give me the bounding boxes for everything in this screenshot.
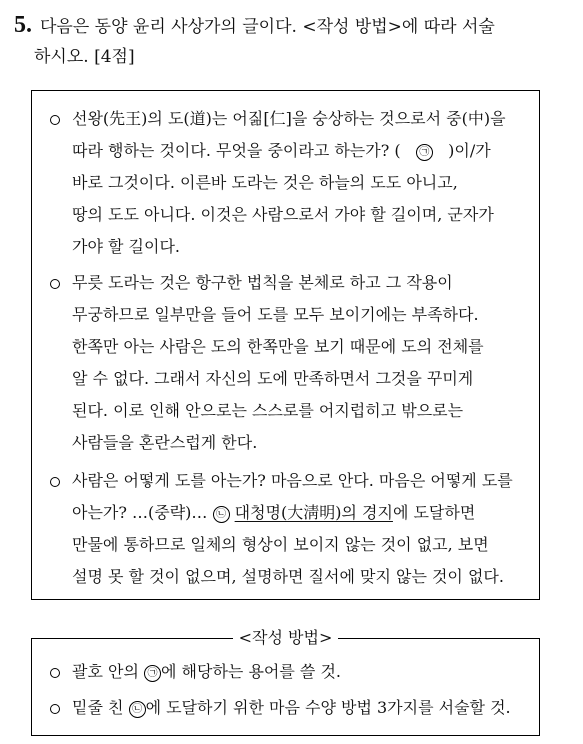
question-line-1 [14, 10, 574, 42]
line-text: 밑줄 친 [72, 698, 124, 717]
line-text: 만물에 통하므로 일체의 형상이 보이지 않는 것이 없고, 보면 [72, 535, 489, 554]
line-text: 괄호 안의 [72, 662, 139, 681]
marker-a-icon: ㉠ [144, 665, 161, 682]
passage-line [50, 395, 550, 427]
passage-line [50, 529, 550, 561]
passage-line [50, 103, 550, 135]
line-text: 땅의 도도 아니다. 이것은 사람으로서 가야 할 길이며, 군자가 [72, 205, 494, 224]
line-text: 선왕(先王)의 도(道)는 어짊[仁]을 숭상하는 것으로서 중(中)을 [72, 109, 506, 128]
line-text: 사람은 어떻게 도를 아는가? 마음으로 안다. 마음은 어떻게 도를 [72, 471, 513, 490]
line-text: 바로 그것이다. 이른바 도라는 것은 하늘의 도도 아니고, [72, 173, 458, 192]
bullet-circle-icon [50, 115, 60, 125]
line-text: 아는가? …(중략)… [72, 503, 208, 522]
passage-box [31, 90, 540, 600]
passage-line [50, 199, 550, 231]
passage-item-2 [50, 267, 550, 459]
method-title-wrap [32, 627, 539, 649]
passage-line [50, 465, 550, 497]
line-text: 따라 행하는 것이다. 무엇을 중이라고 하는가? ( [72, 141, 401, 160]
line-text: 사람들을 혼란스럽게 한다. [72, 433, 258, 452]
question-number: 5. [14, 12, 32, 38]
underlined-phrase: 대청명(大淸明)의 경지 [234, 503, 393, 522]
method-item-2 [50, 693, 552, 723]
question-prompt: 다음은 동양 윤리 사상가의 글이다. <작성 방법>에 따라 서술 [40, 17, 495, 37]
line-text: 한쪽만 아는 사람은 도의 한쪽만을 보기 때문에 도의 전체를 [72, 337, 484, 356]
bullet-circle-icon [50, 477, 60, 487]
bullet-circle-icon [50, 668, 60, 678]
line-text: 에 도달하면 [392, 503, 476, 522]
marker-a-icon: ㉠ [416, 144, 433, 161]
passage-line [50, 497, 550, 529]
line-text: 설명 못 할 것이 없으며, 설명하면 질서에 맞지 않는 것이 없다. [72, 567, 504, 586]
passage-item-1 [50, 103, 550, 263]
question-header [14, 10, 574, 72]
line-text: 가야 할 길이다. [72, 237, 180, 256]
bullet-circle-icon [50, 704, 60, 714]
line-text: 된다. 이로 인해 안으로는 스스로를 어지럽히고 밖으로는 [72, 401, 464, 420]
line-text: 에 해당하는 용어를 쓸 것. [161, 662, 342, 681]
passage-line [50, 135, 550, 167]
line-text: 알 수 없다. 그래서 자신의 도에 만족하면서 그것을 꾸미게 [72, 369, 474, 388]
line-text: 무궁하므로 일부만을 들어 도를 모두 보이기에는 부족하다. [72, 305, 479, 324]
passage-line [50, 299, 550, 331]
passage-line [50, 267, 550, 299]
passage-line [50, 561, 550, 593]
method-title: <작성 방법> [233, 628, 339, 647]
passage-line [50, 363, 550, 395]
line-text: 무릇 도라는 것은 항구한 법칙을 본체로 하고 그 작용이 [72, 273, 453, 292]
line-text: )이/가 [448, 141, 491, 160]
passage-line [50, 167, 550, 199]
bullet-circle-icon [50, 279, 60, 289]
passage-item-3 [50, 465, 550, 593]
passage-line [50, 331, 550, 363]
writing-method-box [31, 628, 540, 736]
passage-line [50, 427, 550, 459]
marker-b-icon: ㉡ [129, 701, 146, 718]
method-item-1 [50, 657, 552, 687]
question-points: 하시오. [4점] [34, 47, 135, 67]
line-text: 에 도달하기 위한 마음 수양 방법 3가지를 서술할 것. [145, 698, 511, 717]
marker-b-icon: ㉡ [213, 506, 230, 523]
passage-line [50, 231, 550, 263]
